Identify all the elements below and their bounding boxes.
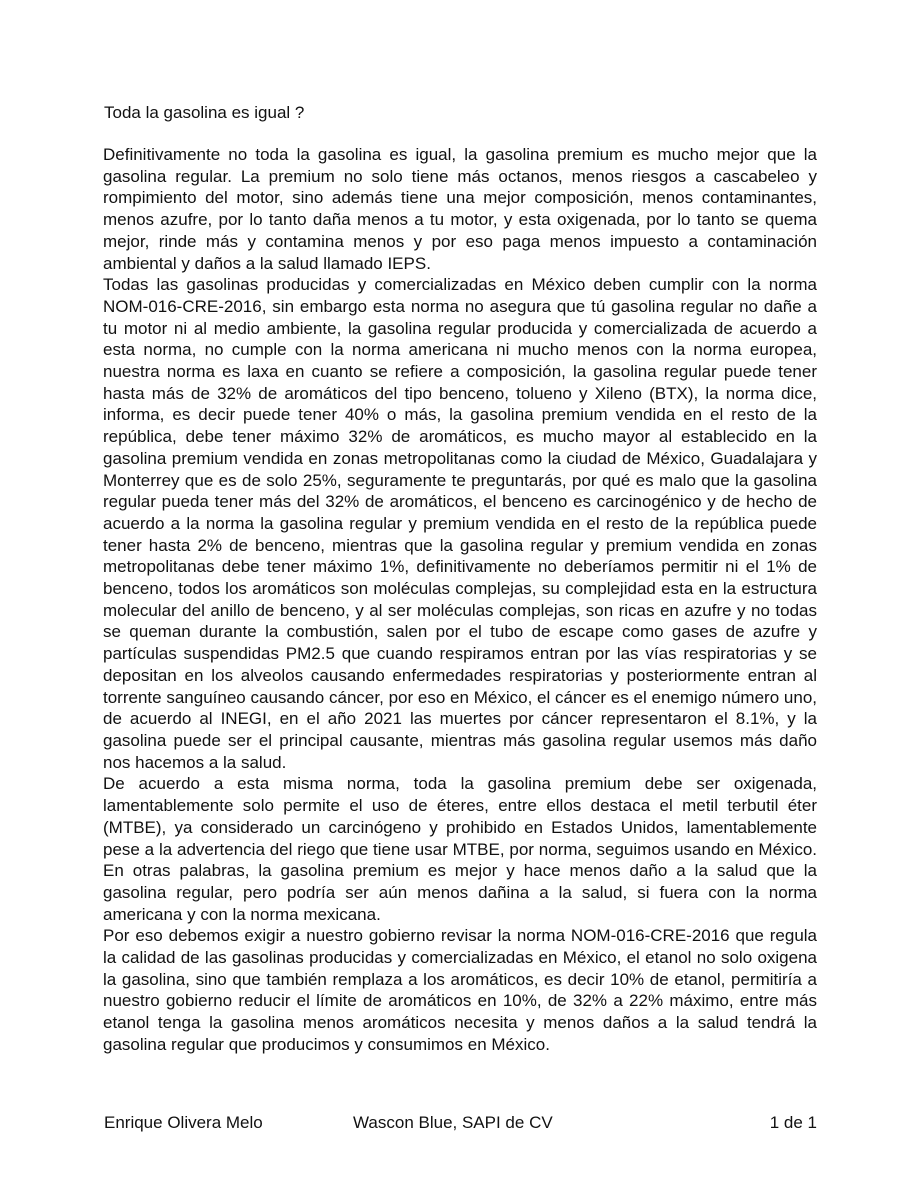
footer-page-number: 1 de 1 <box>769 1113 817 1132</box>
paragraph: De acuerdo a esta misma norma, toda la gasolina premium debe ser oxigenada, lamentablemente solo permite el uso de éteres, entre ellos destaca el metil terbutil éter (MTBE), ya considerado un carcinógeno y prohibido en Estados Unidos, lamentablemente pese a la advertencia del riego que tiene usar MTBE, por norma, seguimos usando en México. En otras palabras, la gasolina premium es mejor y hace menos daño a la salud que la gasolina regular, pero podría ser aún menos dañina a la salud, si fuera con la norma americana y con la norma mexicana. <box>103 774 817 924</box>
paragraph: Definitivamente no toda la gasolina es igual, la gasolina premium es mucho mejor que la gasolina regular. La premium no solo tiene más octanos, menos riesgos a cascabeleo y rompimiento del motor, sino además tiene una mejor composición, menos contaminantes, menos azufre, por lo tanto daña menos a tu motor, y esta oxigenada, por lo tanto se quema mejor, rinde más y contamina menos y por eso paga menos impuesto a contaminación ambiental y daños a la salud llamado IEPS. <box>103 145 817 273</box>
footer-author: Enrique Olivera Melo <box>104 1113 263 1132</box>
paragraph: Por eso debemos exigir a nuestro gobierno revisar la norma NOM-016-CRE-2016 que regula la calidad de las gasolinas producidas y comercializadas en México, el etanol no solo oxigena la gasolina, sino que también remplaza a los aromáticos, es decir 10% de etanol, permitiría a nuestro gobierno reducir el límite de aromáticos en 10%, de 32% a 22% máximo, entre más etanol tenga la gasolina menos aromáticos necesita y menos daños a la salud tendrá la gasolina regular que producimos y consumimos en México. <box>103 926 817 1054</box>
page-footer <box>104 1112 817 1136</box>
document-body <box>103 144 817 1056</box>
document-title: Toda la gasolina es igual ? <box>104 103 305 122</box>
footer-company: Wascon Blue, SAPI de CV <box>353 1113 553 1132</box>
paragraph: Todas las gasolinas producidas y comercializadas en México deben cumplir con la norma NOM-016-CRE-2016, sin embargo esta norma no asegura que tú gasolina regular no dañe a tu motor ni al medio ambiente, la gasolina regular producida y comercializada de acuerdo a esta norma, no cumple con la norma americana ni mucho menos con la norma europea, nuestra norma es laxa en cuanto se refiere a composición, la gasolina regular puede tener hasta más de 32% de aromáticos del tipo benceno, tolueno y Xileno (BTX), la norma dice, informa, es decir puede tener 40% o más, la gasolina premium vendida en el resto de la república, debe tener máximo 32% de aromáticos, es mucho mayor al establecido en la gasolina premium vendida en zonas metropolitanas como la ciudad de México, Guadalajara y Monterrey que es de solo 25%, seguramente te preguntarás, por qué es malo que la gasolina regular pueda tener más del 32% de aromáticos, el benceno es carcinogénico y de hecho de acuerdo a la norma la gasolina regular y premium vendida en el resto de la república puede tener hasta 2% de benceno, mientras que la gasolina regular y premium vendida en zonas metropolitanas debe tener máximo 1%, definitivamente no deberíamos permitir ni el 1% de benceno, todos los aromáticos son moléculas complejas, su complejidad esta en la estructura molecular del anillo de benceno, y al ser moléculas complejas, son ricas en azufre y no todas se queman durante la combustión, salen por el tubo de escape como gases de azufre y partículas suspendidas PM2.5 que cuando respiramos entran por las vías respiratorias y se depositan en los alveolos causando enfermedades respiratorias y posteriormente entran al torrente sanguíneo causando cáncer, por eso en México, el cáncer es el enemigo número uno, de acuerdo al INEGI, en el año 2021 las muertes por cáncer representaron el 8.1%, y la gasolina puede ser el principal causante, mientras más gasolina regular usemos más daño nos hacemos a la salud. <box>103 275 817 772</box>
